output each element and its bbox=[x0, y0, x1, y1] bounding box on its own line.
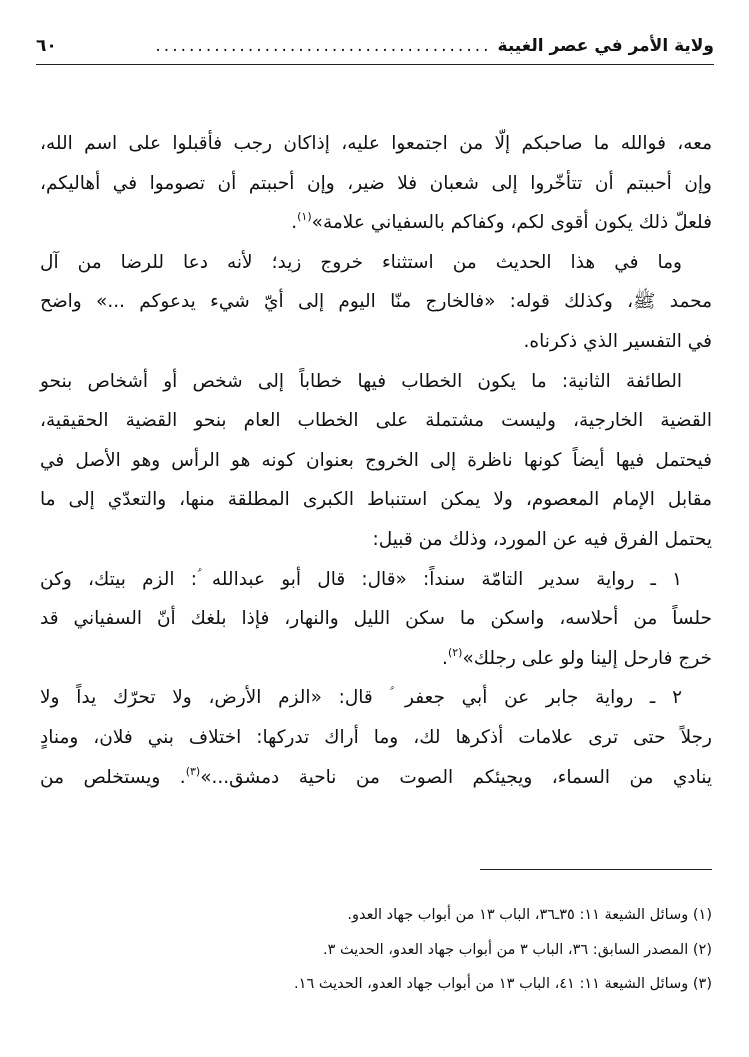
leader-dots: ........................................ bbox=[155, 36, 492, 56]
body-text bbox=[40, 124, 712, 797]
line-text: القضية الخارجية، وليست مشتملة على الخطاب العام بنحو القضية الحقيقية، bbox=[40, 410, 712, 432]
text-line bbox=[40, 441, 712, 481]
line-text: فيحتمل فيها أيضاً كونها ناظرة إلى الخروج بعنوان كونه هو الرأس وهو الأصل في bbox=[40, 449, 712, 471]
footnote-ref: (١) bbox=[297, 210, 312, 224]
footnote-ref: (٣) bbox=[185, 764, 201, 778]
line-text: وإن أحببتم أن تتأخّروا إلى شعبان فلا ضير، وإن أحببتم أن تصوموا في أهاليكم، bbox=[40, 172, 712, 194]
page-number: ٦٠ bbox=[36, 36, 57, 56]
text-line bbox=[40, 758, 712, 798]
text-line bbox=[40, 401, 712, 441]
text-line bbox=[40, 124, 712, 164]
line-text: مقابل الإمام المعصوم، ولا يمكن استنباط الكبرى المطلقة منها، والتعدّي إلى ما bbox=[40, 489, 712, 511]
line-text: ينادي من السماء، ويجيئكم الصوت من ناحية دمشق...» bbox=[200, 766, 712, 788]
text-line bbox=[40, 718, 712, 758]
line-text: محمد ﷺ، وكذلك قوله: «فالخارج منّا اليوم إلى أيّ شيء يدعوكم ...» واضح bbox=[40, 291, 712, 313]
line-text-after: . ويستخلص من bbox=[40, 766, 186, 788]
text-line bbox=[40, 639, 712, 679]
text-line bbox=[40, 164, 712, 204]
line-text: يحتمل الفرق فيه عن المورد، وذلك من قبيل: bbox=[372, 528, 712, 550]
line-text: حلساً من أحلاسه، واسكن ما سكن الليل والنهار، فإذا بلغك أنّ السفياني قد bbox=[40, 608, 712, 630]
footnote-separator bbox=[480, 869, 712, 870]
line-text: الطائفة الثانية: ما يكون الخطاب فيها خطاباً إلى شخص أو أشخاص بنحو bbox=[40, 370, 682, 392]
text-line bbox=[40, 362, 712, 402]
line-text: فلعلّ ذلك يكون أقوى لكم، وكفاكم بالسفياني علامة» bbox=[311, 212, 712, 234]
footnotes bbox=[40, 898, 712, 1002]
line-text: في التفسير الذي ذكرناه. bbox=[523, 330, 712, 352]
text-line bbox=[40, 322, 712, 362]
footnote: (١) وسائل الشيعة ١١: ٣٥ـ٣٦، الباب ١٣ من أبواب جهاد العدو. bbox=[347, 907, 712, 923]
header-rule bbox=[36, 64, 714, 65]
line-text: وما في هذا الحديث من استثناء خروج زيد؛ لأنه دعا للرضا من آل bbox=[40, 251, 682, 273]
text-line bbox=[40, 243, 712, 283]
running-header bbox=[36, 30, 714, 62]
line-text-after: . bbox=[291, 212, 298, 234]
text-line bbox=[40, 203, 712, 243]
text-line bbox=[40, 480, 712, 520]
text-line bbox=[40, 560, 712, 600]
line-text: معه، فوالله ما صاحبكم إلّا من اجتمعوا عليه، إذاكان رجب فأقبلوا على اسم الله، bbox=[40, 133, 712, 154]
line-text-after: . bbox=[442, 647, 448, 669]
footnote: (٢) المصدر السابق: ٣٦، الباب ٣ من أبواب جهاد العدو، الحديث ٣. bbox=[322, 941, 712, 958]
text-line bbox=[40, 678, 712, 718]
line-text: ٢ ـ رواية جابر عن أبي جعفر ؑ قال: «الزم الأرض، ولا تحرّك يداً ولا bbox=[40, 687, 682, 709]
line-text: خرج فارحل إلينا ولو على رجلك» bbox=[462, 647, 712, 669]
footnote-ref: (٢) bbox=[447, 645, 463, 659]
running-header-title: ولاية الأمر في عصر الغيبة bbox=[497, 36, 714, 56]
text-line bbox=[40, 282, 712, 322]
text-line bbox=[40, 520, 712, 560]
text-line bbox=[40, 599, 712, 639]
footnote: (٣) وسائل الشيعة ١١: ٤١، الباب ١٣ من أبواب جهاد العدو، الحديث ١٦. bbox=[294, 976, 712, 992]
line-text: رجلاً حتى ترى علامات أذكرها لك، وما أراك تدركها: اختلاف بني فلان، ومنادٍ bbox=[40, 726, 712, 748]
line-text: ١ ـ رواية سدير التامّة سنداً: «قال: قال أبو عبدالله ؑ: الزم بيتك، وكن bbox=[40, 568, 682, 590]
